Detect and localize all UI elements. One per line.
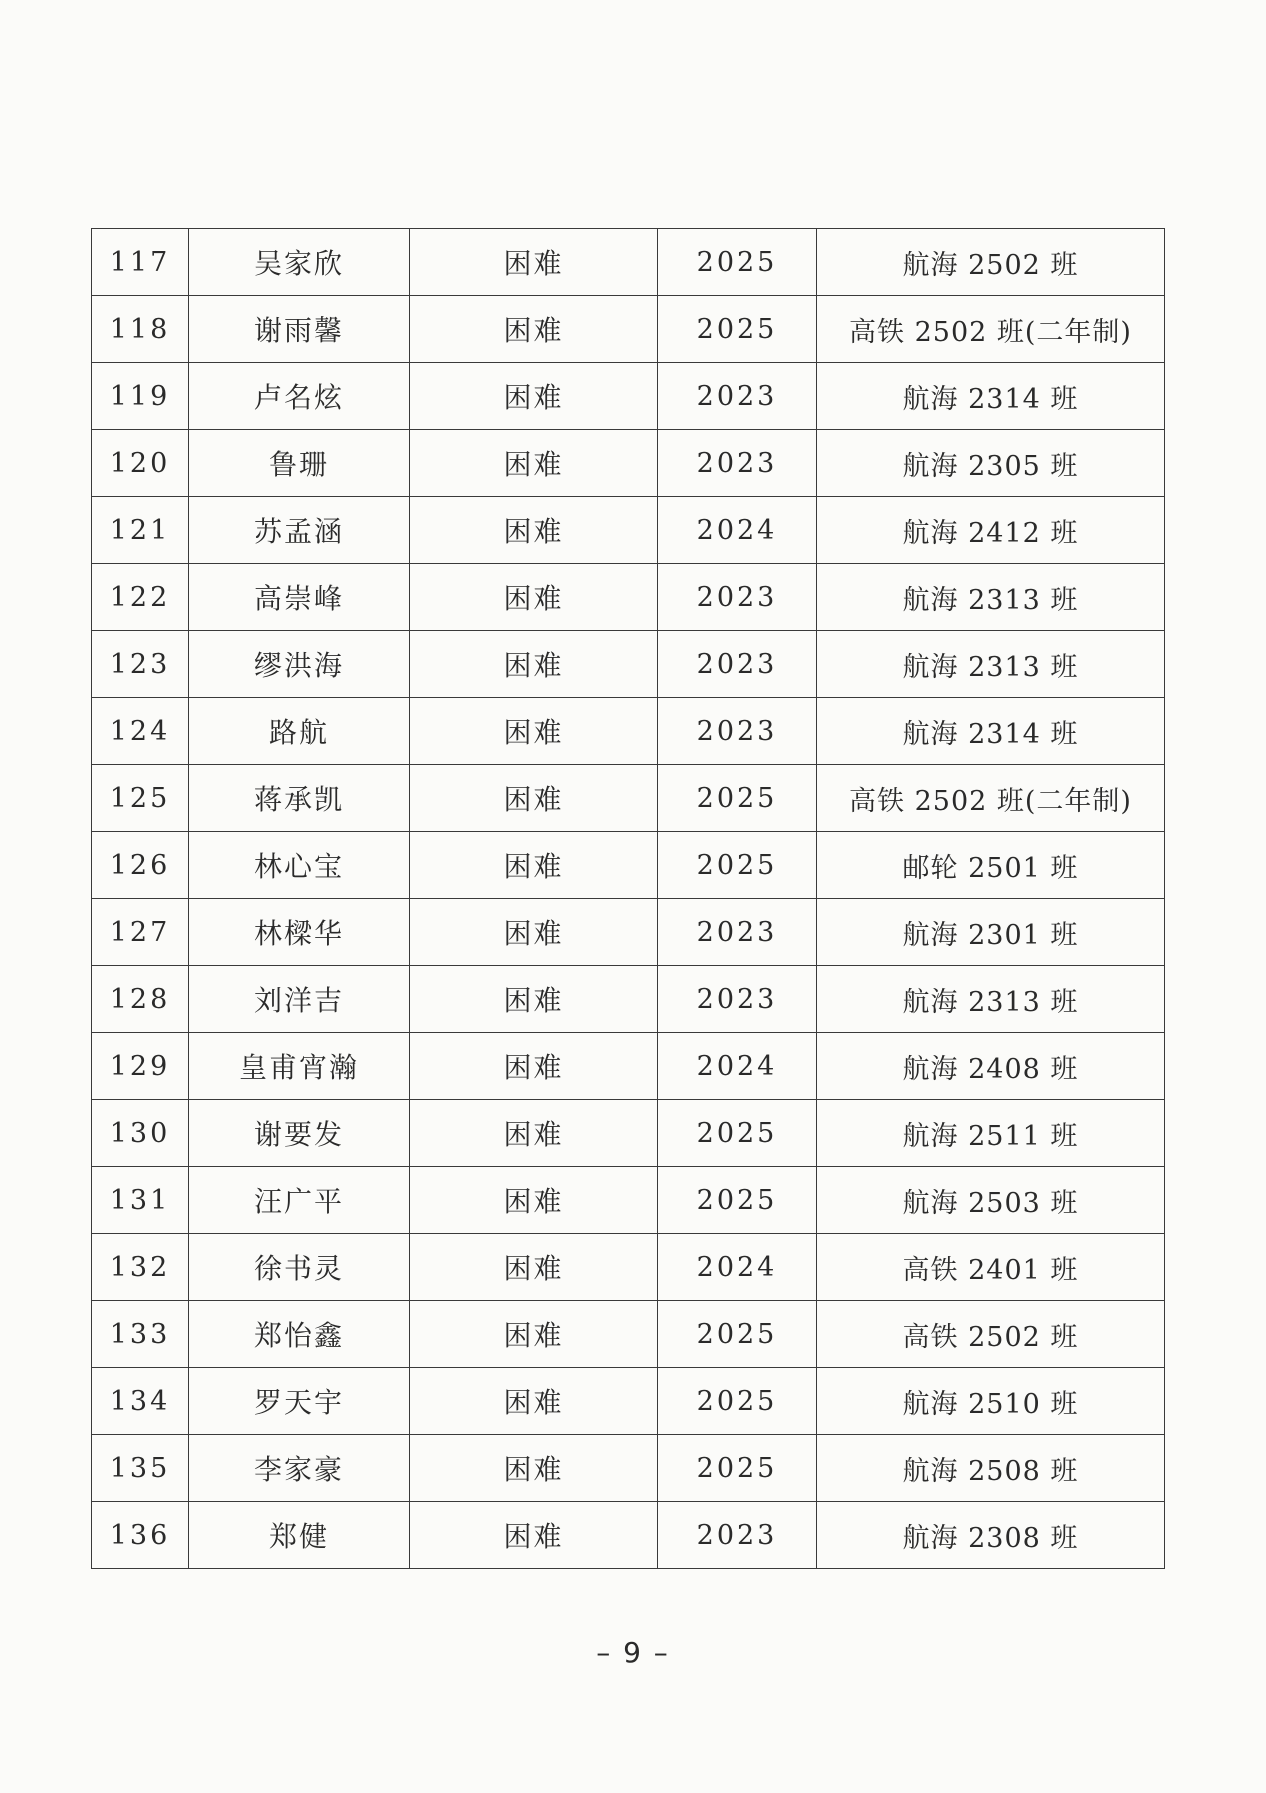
table-row xyxy=(92,1033,1165,1100)
cell-class: 航海 2313 班 xyxy=(817,564,1165,631)
cell-year: 2025 xyxy=(658,229,817,296)
cell-year: 2024 xyxy=(658,497,817,564)
cell-year: 2025 xyxy=(658,296,817,363)
cell-class: 航海 2508 班 xyxy=(817,1435,1165,1502)
cell-year: 2024 xyxy=(658,1234,817,1301)
cell-name: 鲁珊 xyxy=(189,430,410,497)
cell-name: 高崇峰 xyxy=(189,564,410,631)
cell-aid-type: 困难 xyxy=(410,229,658,296)
cell-class: 航海 2503 班 xyxy=(817,1167,1165,1234)
cell-number: 123 xyxy=(92,631,189,698)
cell-class: 高铁 2502 班(二年制) xyxy=(817,765,1165,832)
table-row xyxy=(92,497,1165,564)
table-row xyxy=(92,1301,1165,1368)
cell-class: 航海 2502 班 xyxy=(817,229,1165,296)
cell-name: 罗天宇 xyxy=(189,1368,410,1435)
table-row xyxy=(92,1100,1165,1167)
cell-year: 2023 xyxy=(658,363,817,430)
cell-aid-type: 困难 xyxy=(410,1234,658,1301)
cell-aid-type: 困难 xyxy=(410,1301,658,1368)
cell-name: 卢名炫 xyxy=(189,363,410,430)
student-aid-table xyxy=(91,228,1165,1569)
cell-aid-type: 困难 xyxy=(410,899,658,966)
cell-class: 航海 2412 班 xyxy=(817,497,1165,564)
cell-year: 2023 xyxy=(658,564,817,631)
cell-name: 林樑华 xyxy=(189,899,410,966)
cell-number: 133 xyxy=(92,1301,189,1368)
cell-year: 2023 xyxy=(658,430,817,497)
table-body xyxy=(92,229,1165,1569)
cell-aid-type: 困难 xyxy=(410,430,658,497)
cell-year: 2023 xyxy=(658,966,817,1033)
cell-year: 2025 xyxy=(658,765,817,832)
cell-aid-type: 困难 xyxy=(410,1368,658,1435)
table-row xyxy=(92,229,1165,296)
cell-year: 2023 xyxy=(658,899,817,966)
table-row xyxy=(92,832,1165,899)
cell-class: 高铁 2502 班(二年制) xyxy=(817,296,1165,363)
cell-number: 120 xyxy=(92,430,189,497)
cell-number: 131 xyxy=(92,1167,189,1234)
cell-class: 航海 2511 班 xyxy=(817,1100,1165,1167)
cell-name: 徐书灵 xyxy=(189,1234,410,1301)
cell-aid-type: 困难 xyxy=(410,363,658,430)
cell-class: 邮轮 2501 班 xyxy=(817,832,1165,899)
cell-name: 缪洪海 xyxy=(189,631,410,698)
cell-aid-type: 困难 xyxy=(410,765,658,832)
page-number: – 9 – xyxy=(596,1636,670,1669)
cell-aid-type: 困难 xyxy=(410,1435,658,1502)
cell-number: 118 xyxy=(92,296,189,363)
cell-number: 121 xyxy=(92,497,189,564)
table-row xyxy=(92,1234,1165,1301)
cell-year: 2025 xyxy=(658,1100,817,1167)
cell-name: 林心宝 xyxy=(189,832,410,899)
cell-number: 124 xyxy=(92,698,189,765)
table-row xyxy=(92,1368,1165,1435)
cell-aid-type: 困难 xyxy=(410,296,658,363)
cell-class: 航海 2313 班 xyxy=(817,631,1165,698)
cell-class: 航海 2308 班 xyxy=(817,1502,1165,1569)
cell-year: 2025 xyxy=(658,1368,817,1435)
cell-class: 航海 2305 班 xyxy=(817,430,1165,497)
cell-class: 航海 2314 班 xyxy=(817,363,1165,430)
cell-number: 125 xyxy=(92,765,189,832)
cell-year: 2023 xyxy=(658,631,817,698)
cell-year: 2023 xyxy=(658,698,817,765)
table-row xyxy=(92,899,1165,966)
cell-number: 132 xyxy=(92,1234,189,1301)
table-row xyxy=(92,363,1165,430)
cell-number: 134 xyxy=(92,1368,189,1435)
cell-number: 135 xyxy=(92,1435,189,1502)
cell-name: 皇甫宵瀚 xyxy=(189,1033,410,1100)
cell-aid-type: 困难 xyxy=(410,832,658,899)
cell-aid-type: 困难 xyxy=(410,497,658,564)
cell-name: 谢要发 xyxy=(189,1100,410,1167)
table-row xyxy=(92,765,1165,832)
cell-class: 高铁 2401 班 xyxy=(817,1234,1165,1301)
table-row xyxy=(92,296,1165,363)
cell-number: 130 xyxy=(92,1100,189,1167)
cell-class: 航海 2313 班 xyxy=(817,966,1165,1033)
cell-name: 蒋承凯 xyxy=(189,765,410,832)
cell-aid-type: 困难 xyxy=(410,631,658,698)
table-row xyxy=(92,1502,1165,1569)
table-row xyxy=(92,564,1165,631)
cell-name: 郑健 xyxy=(189,1502,410,1569)
cell-number: 117 xyxy=(92,229,189,296)
cell-year: 2024 xyxy=(658,1033,817,1100)
table-row xyxy=(92,698,1165,765)
cell-aid-type: 困难 xyxy=(410,1100,658,1167)
cell-name: 郑怡鑫 xyxy=(189,1301,410,1368)
cell-class: 高铁 2502 班 xyxy=(817,1301,1165,1368)
cell-name: 路航 xyxy=(189,698,410,765)
cell-name: 李家豪 xyxy=(189,1435,410,1502)
table-row xyxy=(92,1435,1165,1502)
cell-number: 128 xyxy=(92,966,189,1033)
cell-year: 2025 xyxy=(658,832,817,899)
cell-class: 航海 2510 班 xyxy=(817,1368,1165,1435)
cell-class: 航海 2314 班 xyxy=(817,698,1165,765)
cell-name: 谢雨馨 xyxy=(189,296,410,363)
table-row xyxy=(92,1167,1165,1234)
cell-aid-type: 困难 xyxy=(410,966,658,1033)
cell-number: 136 xyxy=(92,1502,189,1569)
cell-aid-type: 困难 xyxy=(410,1502,658,1569)
cell-number: 122 xyxy=(92,564,189,631)
cell-number: 119 xyxy=(92,363,189,430)
table-row xyxy=(92,631,1165,698)
cell-number: 127 xyxy=(92,899,189,966)
cell-name: 吴家欣 xyxy=(189,229,410,296)
cell-class: 航海 2301 班 xyxy=(817,899,1165,966)
cell-aid-type: 困难 xyxy=(410,564,658,631)
cell-name: 汪广平 xyxy=(189,1167,410,1234)
cell-name: 刘洋吉 xyxy=(189,966,410,1033)
table-row xyxy=(92,430,1165,497)
cell-name: 苏孟涵 xyxy=(189,497,410,564)
cell-number: 129 xyxy=(92,1033,189,1100)
table-row xyxy=(92,966,1165,1033)
cell-aid-type: 困难 xyxy=(410,1167,658,1234)
cell-year: 2025 xyxy=(658,1435,817,1502)
cell-class: 航海 2408 班 xyxy=(817,1033,1165,1100)
cell-year: 2025 xyxy=(658,1301,817,1368)
cell-year: 2025 xyxy=(658,1167,817,1234)
cell-aid-type: 困难 xyxy=(410,698,658,765)
cell-number: 126 xyxy=(92,832,189,899)
cell-aid-type: 困难 xyxy=(410,1033,658,1100)
cell-year: 2023 xyxy=(658,1502,817,1569)
